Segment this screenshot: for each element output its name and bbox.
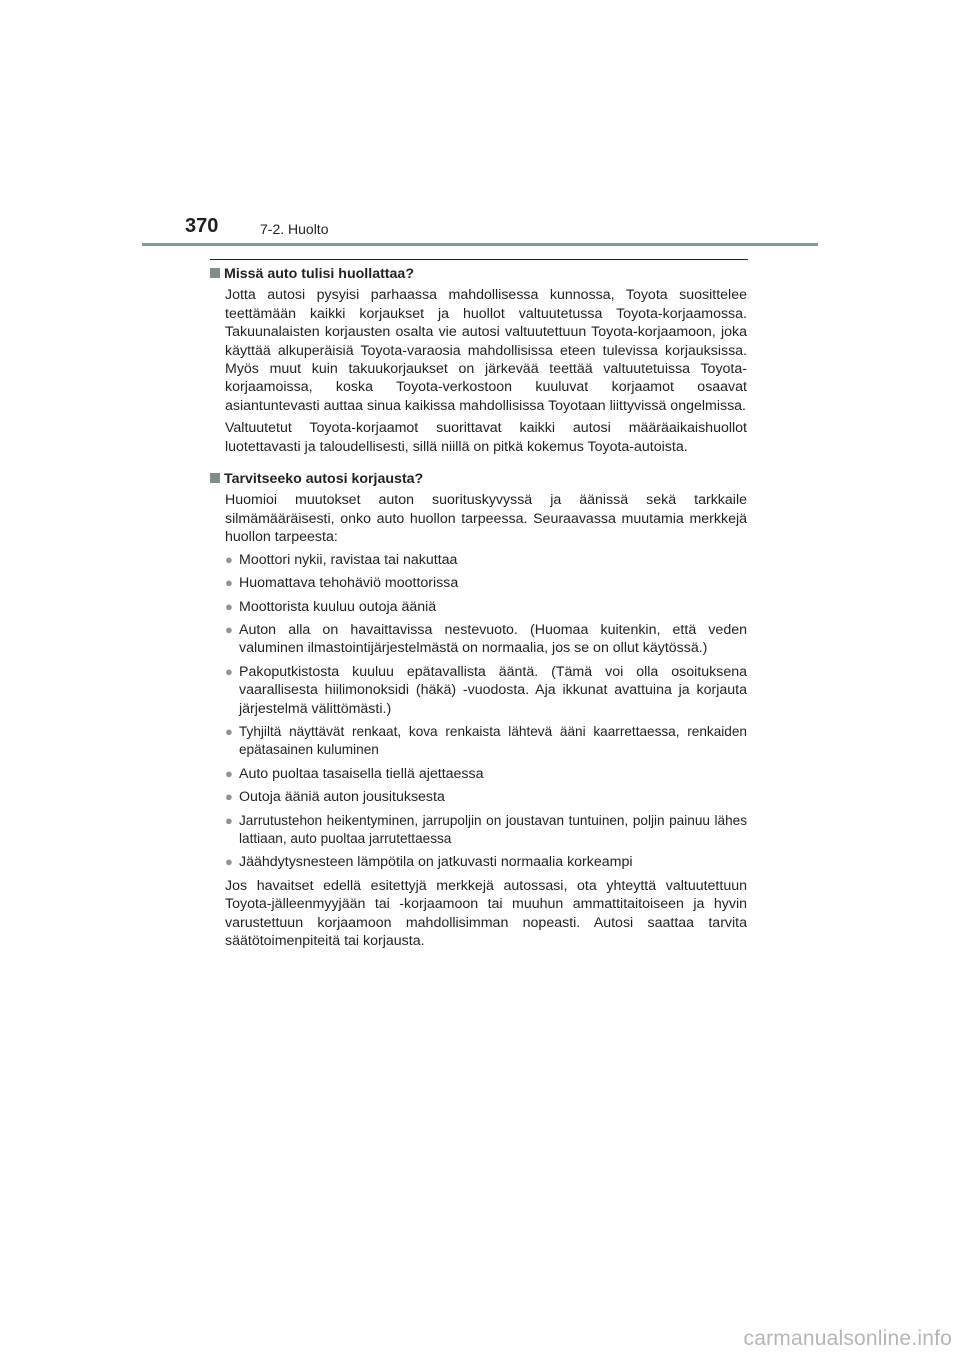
paragraph: Valtuutetut Toyota-korjaamot suorittavat kaikki autosi määräaikaishuollot luotettavasti ja taloudellisesti, sillä niillä on pitkä kokemus Toyota-autoista. <box>225 420 747 455</box>
list-item <box>225 765 747 783</box>
round-bullet-icon: ● <box>225 598 233 614</box>
round-bullet-icon: ● <box>225 621 233 637</box>
round-bullet-icon: ● <box>225 551 233 567</box>
list-item <box>225 621 747 658</box>
square-bullet-icon <box>210 473 220 483</box>
list-item-text: Moottori nykii, ravistaa tai nakuttaa <box>239 551 458 568</box>
list-item-text: Jäähdytysnesteen lämpötila on jatkuvasti normaalia korkeampi <box>239 854 633 871</box>
list-item-text: Jarrutustehon heikentyminen, jarrupoljin on joustavan tuntuinen, poljin painuu lähes lattiaan, auto puoltaa jarrutettaessa <box>239 812 747 846</box>
list-item <box>225 853 747 871</box>
list-item <box>225 663 747 718</box>
square-bullet-icon <box>210 268 220 278</box>
list-item <box>225 723 747 760</box>
list-item-text: Auto puoltaa tasaisella tiellä ajettaessa <box>239 765 484 782</box>
paragraph: Jotta autosi pysyisi parhaassa mahdollisessa kunnossa, Toyota suosittelee teettämään kaikki korjaukset ja huollot valtuutetussa Toyota-korjaamossa. Takuunalaisten korjausten osalta vie autosi valtuutettuun Toyota-korjaamoon, joka käyttää alkuperäisiä Toyota-varaosia mahdollisissa eteen tulevissa korjauksissa. Myös muut kuin takuukorjaukset on järkevää teettää valtuutetuissa Toyota-korjaamoissa, koska Toyota-verkostoon kuuluvat korjaamot osaavat asiantuntevasti auttaa sinua kaikissa mahdollisissa Toyotaan liittyvissä ongelmissa. <box>225 287 747 414</box>
page-number: 370 <box>185 215 219 237</box>
heading-text: Missä auto tulisi huollattaa? <box>224 266 414 282</box>
list-item <box>225 788 747 806</box>
header-rule <box>142 243 818 246</box>
list-item-text: Pakoputkistosta kuuluu epätavallista ääntä. (Tämä voi olla osoituksena vaarallisesta hiilimonoksidi (häkä) -vuodosta. Aja ikkunat avattuina ja korjauta järjestelmä välittömästi.) <box>239 663 747 717</box>
round-bullet-icon: ● <box>225 663 233 679</box>
section-label: 7-2. Huolto <box>260 221 329 237</box>
section-heading-repair <box>210 470 747 488</box>
section-heading-where <box>210 265 747 283</box>
round-bullet-icon: ● <box>225 575 233 591</box>
round-bullet-icon: ● <box>225 723 233 739</box>
list-item-text: Tyhjiltä näyttävät renkaat, kova renkaista lähtevä ääni kaarrettaessa, renkaiden epätasainen kuluminen <box>239 723 747 758</box>
round-bullet-icon: ● <box>225 789 233 805</box>
list-item-text: Outoja ääniä auton jousituksesta <box>239 789 445 806</box>
list-item <box>225 812 747 849</box>
heading-text: Tarvitseeko autosi korjausta? <box>224 471 424 488</box>
list-item-text: Huomattava tehohäviö moottorissa <box>239 575 459 592</box>
page-content <box>210 265 747 954</box>
list-item <box>225 598 747 616</box>
list-item <box>225 551 747 569</box>
list-item-text: Moottorista kuuluu outoja ääniä <box>239 598 437 615</box>
round-bullet-icon: ● <box>225 854 233 870</box>
round-bullet-icon: ● <box>225 765 233 781</box>
content-top-rule <box>210 259 748 260</box>
watermark: carmanualsonline.info <box>743 1327 952 1350</box>
intro-paragraph: Huomioi muutokset auton suorituskyvyssä ja äänissä sekä tarkkaile silmämääräisesti, onko auto huollon tarpeessa. Seuraavassa muutamia merkkejä huollon tarpeesta: <box>225 492 747 546</box>
round-bullet-icon: ● <box>225 812 233 828</box>
closing-paragraph: Jos havaitset edellä esitettyjä merkkejä autossasi, ota yhteyttä valtuutettuun Toyota-jälleenmyyjään tai -korjaamoon tai muuhun ammattitaitoiseen ja hyvin varustettuun korjaamoon mahdollisimman nopeasti. Autosi saattaa tarvita säätötoimenpiteitä tai korjausta. <box>225 877 747 949</box>
list-item-text: Auton alla on havaittavissa nestevuoto. (Huomaa kuitenkin, että veden valuminen ilmastointijärjestelmästä on normaalia, jos se on ollut käytössä.) <box>239 621 747 657</box>
list-item <box>225 574 747 592</box>
